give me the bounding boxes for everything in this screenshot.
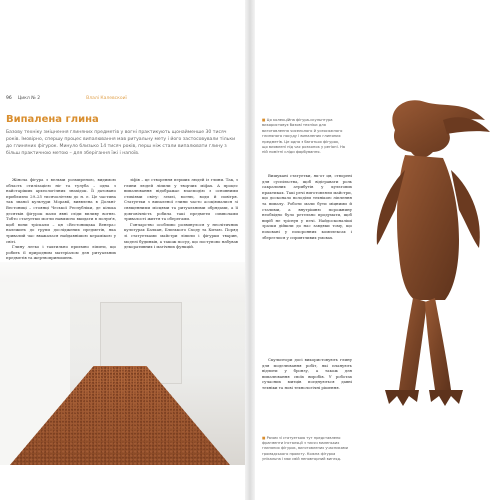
section-title: Випалена глина [6, 114, 99, 125]
caption-marker-icon: ■ [262, 118, 266, 122]
paragraph: Гончарство особливо розвинулося у неолітичних культурах Балкан, Близького Сходу та Китаю. Поряд зі статуетками майстри ліпили і фігурки тварин, моделі будинків, а також посуд, що поступово набував декоративних і магічних функцій. [124, 221, 238, 250]
running-header [6, 96, 127, 101]
chapter-label: Цикл № 2 [17, 96, 41, 101]
caption-text: Ця колекційна фігура-скульптура використовує базові техніки для виготовлення чисельного й усеосяжного глиняного посуду і випалених глиняних предметів. Це одна з багатьох фігурок, що виявлені під час розкопок у регіоні. На ній помітні сліди фарбування. [262, 118, 345, 155]
terracotta-bird-figure [355, 90, 495, 430]
paragraph: Скульптори досі використовують глину для моделювання робіт, які планують відлити у бронзу, а також для випалювання своїх виробів. У роботах сучасних митців поєднуються давні техніки та нові технологічні рішення. [262, 357, 352, 390]
paragraph: Глину легко і тактильно приємно ліпити, що робить її природним матеріалом для ритуальних предметів та жертвоприношень. [6, 244, 116, 261]
installation-photo [0, 262, 245, 465]
page-gutter [245, 0, 255, 500]
intro-paragraph: Базову техніку зміцнення глиняних предметів у вогні практикують щонайменше 30 тисяч років. Імовірно, спершу процес випалювання мав ритуальну мету і його застосовували тільки до глиняних фігурок. Минуло близько 14 тисяч років, перш ніж стали випалювати глину з більш практичною метою – для зберігання їжі і напоїв. [6, 130, 236, 156]
paragraph: Жіноча фігура з вельми розмиреною, видимою область стилізацією ніг та тулуба – одна з найстаріших археологічних знахідок. Її датовано приблизно 29–25 тисячоліттям до н. е. Це частина так званої культури Моравії, виявлена в Дольні-Вестониці – стоянці Чеської Республіки, де кілька десятків фігурок мали явні сліди впливу вогню. Тобто статуетки могли навмисно вкидати в полум'я, щоб вони тріскали – ця «Вестоницька Венера» належить до групи досліджених предметів, яка тривалий час вважалася найдавнішою керамікою у світі. [6, 177, 116, 244]
bird-beak [443, 117, 490, 134]
bird-claws-right [429, 390, 463, 406]
body-column-3 [262, 173, 352, 240]
bird-leg-right [425, 298, 451, 390]
bird-leg-left [399, 298, 427, 390]
author-label: Влалі Калевскоиї [86, 96, 127, 101]
body-column-1 [6, 177, 116, 261]
paragraph: зіфів – це створення перших людей із глини. Так, з глини людей ліпили у творчих міфах. А процес випалювання відображає взаємодію з основними стихіями світу: землі, вогню, води й повітря. Статуетки з випаленої глини часто асоціювалися зі священними місцями та ритуальними обрядами, а її довговічність робила такі предмети символами тривалості життя та оберегами. [124, 177, 238, 222]
bird-torso [397, 155, 459, 300]
figure-caption-bottom [262, 436, 352, 462]
page-number: 96 [6, 96, 12, 101]
body-column-4 [262, 357, 352, 391]
paragraph: Вишукані статуетки, як-от ця, створені для суспільства, щоб відігравати роль сакральних атрибутів у культових практиках. Такі речі виготовляли майстри, що досконало володіли технікою ліплення та випалу. Роботи мали бути міцними й сталими, а внутрішню порожнину необхідно було ретельно продумати, щоб виріб не тріснув у печі. Найдосконаліші зразки дійшли до нас завдяки тому, що поховані у похоронних комплексах і збереглися у сприятливих умовах. [262, 173, 352, 240]
figure-caption-top [262, 118, 346, 156]
body-column-2 [124, 177, 238, 250]
caption-text: Разом зі статуеткою тут представлено фрагменти інсталяції з тисяч маленьких глиняних фігурок, виготовлених учасниками громадського проєкту. Кожна фігурка унікальна і має свій неповторний вигляд. [262, 436, 348, 461]
caption-marker-icon: ■ [262, 436, 266, 440]
bird-claws-left [385, 390, 419, 406]
